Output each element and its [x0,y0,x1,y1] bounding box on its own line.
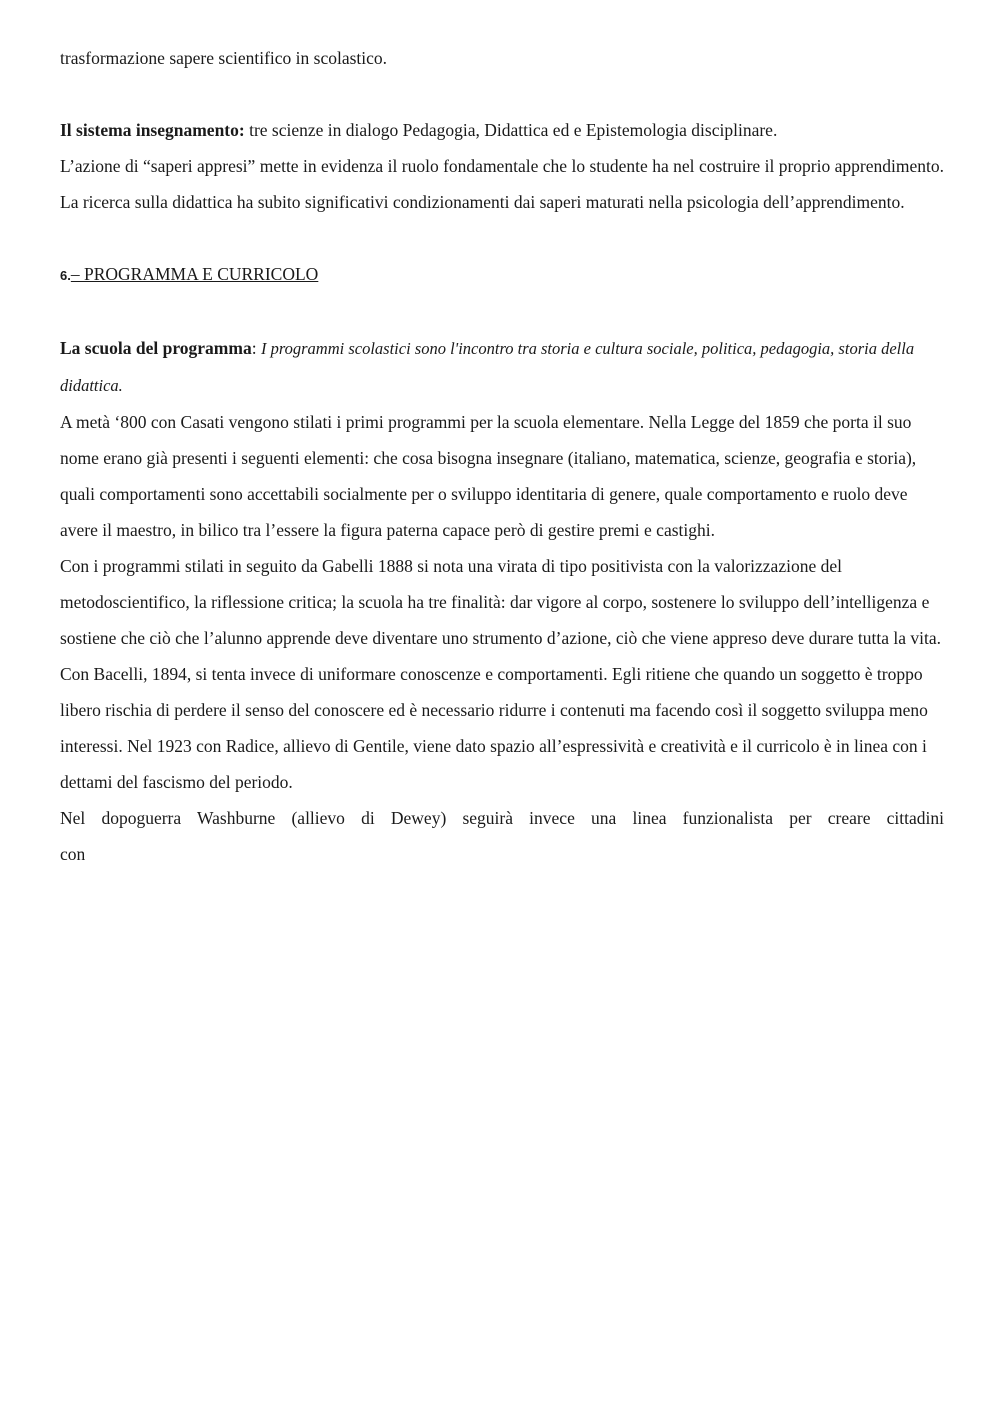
gabelli-paragraph: Con i programmi stilati in seguito da Gabelli 1888 si nota una virata di tipo positivista con la valorizzazione del metodoscientifico, la riflessione critica; la scuola ha tre finalità: dar vigore al corpo, sostenere lo sviluppo dell’intelligenza e sostiene che ciò che l’alunno apprende deve diventare uno strumento d’azione, ciò che viene appreso deve durare tutta la vita. Con Bacelli, 1894, si tenta invece di uniformare conoscenze e comportamenti. Egli ritiene che quando un soggetto è troppo libero rischia di perdere il senso del conoscere ed è necessario ridurre i contenuti ma facendo così il soggetto sviluppa meno interessi. Nel 1923 con Radice, allievo di Gentile, viene dato spazio all’espressività e creatività e il curricolo è in linea con i dettami del fascismo del periodo. [60,556,941,792]
scuola-paragraph [60,330,944,404]
casati-paragraph: A metà ‘800 con Casati vengono stilati i primi programmi per la scuola elementare. Nella Legge del 1859 che porta il suo nome erano già presenti i seguenti elementi: che cosa bisogna insegnare (italiano, matematica, scienze, geografia e storia), quali comportamenti sono accettabili socialmente per o sviluppo identitaria di genere, quale comportamento e ruolo deve avere il maestro, in bilico tra l’essere la figura paterna capace però di gestire premi e castighi. [60,412,917,540]
sistema-label: Il sistema insegnamento: [60,120,245,140]
spacer [60,76,944,112]
sistema-text: tre scienze in dialogo Pedagogia, Didattica ed e Epistemologia disciplinare. [244,120,778,140]
scuola-colon: : [251,338,261,358]
section-title: – PROGRAMMA E CURRICOLO [70,264,319,284]
section-number: 6. [60,268,71,283]
washburne-line-2: con [60,844,86,864]
washburne-line: Nel dopoguerra Washburne (allievo di Dewey) seguirà invece una linea funzionalista per creare cittadini [60,808,944,828]
scuola-italic: I programmi scolastici sono l'incontro tra storia e cultura sociale, politica, pedagogia, storia della didattica. [60,339,915,395]
document-page [60,40,944,872]
intro-line: trasformazione sapere scientifico in scolastico. [60,48,388,68]
spacer [60,220,944,256]
scuola-label: La scuola del programma [60,338,252,358]
sistema-paragraph [60,112,944,148]
saperi-paragraph: L’azione di “saperi appresi” mette in evidenza il ruolo fondamentale che lo studente ha nel costruire il proprio apprendimento. La ricerca sulla didattica ha subito significativi condizionamenti dai saperi maturati nella psicologia dell’apprendimento. [60,156,944,212]
section-heading [60,256,944,294]
spacer [60,294,944,330]
